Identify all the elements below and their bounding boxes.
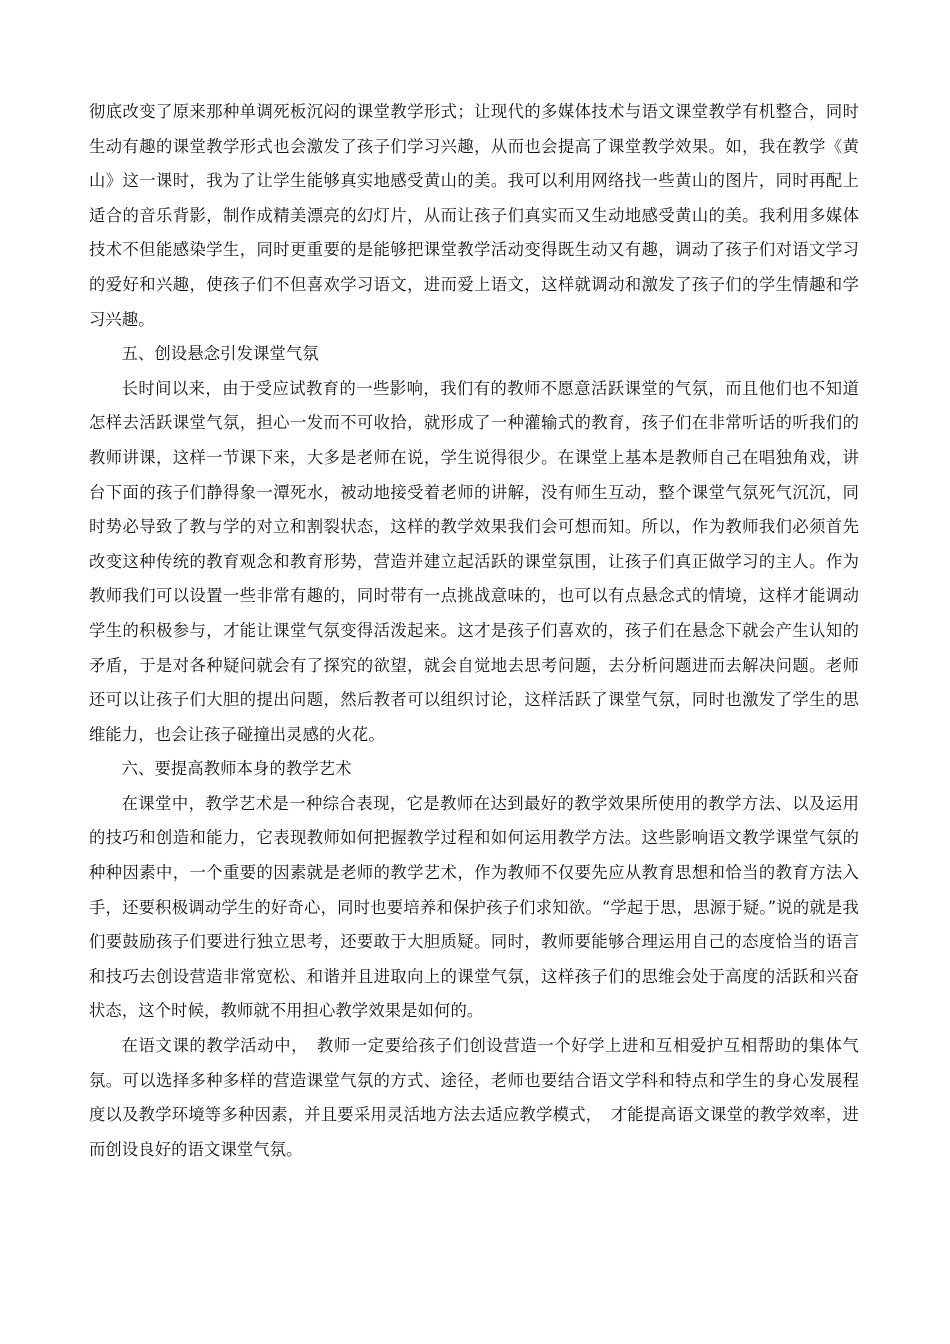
paragraph-conclusion: 在语文课的教学活动中， 教师一定要给孩子们创设营造一个好学上进和互相爱护互相帮助的集体气氛。可以选择多种多样的营造课堂气氛的方式、途径，老师也要结合语文学科和特点和学生的身心发展程度以及教学环境等多种因素，并且要采用灵活地方法去适应教学模式， 才能提高语文课堂的教学效率，进而创设良好的语文课堂气氛。	[89, 1036, 859, 1159]
paragraph-teaching-art: 在课堂中，教学艺术是一种综合表现，它是教师在达到最好的教学效果所使用的教学方法、以及运用的技巧和创造和能力，它表现教师如何把握教学过程和如何运用教学方法。这些影响语文教学课堂气氛的种种因素中，一个重要的因素就是老师的教学艺术，作为教师不仅要先应从教育思想和恰当的教育方法入手，还要积极调动学生的好奇心，同时也要培养和保护孩子们求知欲。“学起于思，思源于疑。”说的就是我们要鼓励孩子们要进行独立思考，还要敢于大胆质疑。同时，教师要能够合理运用自己的态度恰当的语言和技巧去创设营造非常宽松、和谐并且进取向上的课堂气氛，这样孩子们的思维会处于高度的活跃和兴奋状态，这个时候，教师就不用担心教学效果是如何的。	[89, 793, 859, 1021]
section-heading-6: 六、要提高教师本身的教学艺术	[121, 759, 352, 779]
paragraph-multimedia-continuation: 彻底改变了原来那种单调死板沉闷的课堂教学形式；让现代的多媒体技术与语文课堂教学有机整合，同时生动有趣的课堂教学形式也会激发了孩子们学习兴趣，从而也会提高了课堂教学效果。如，我在教学《黄山》这一课时，我为了让学生能够真实地感受黄山的美。我可以利用网络找一些黄山的图片，同时再配上适合的音乐背影，制作成精美漂亮的幻灯片，从而让孩子们真实而又生动地感受黄山的美。我利用多媒体技术不但能感染学生，同时更重要的是能够把课堂教学活动变得既生动又有趣，调动了孩子们对语文学习的爱好和兴趣，使孩子们不但喜欢学习语文，进而爱上语文，这样就调动和激发了孩子们的学生情趣和学习兴趣。	[89, 102, 859, 329]
paragraph-suspense: 长时间以来，由于受应试教育的一些影响，我们有的教师不愿意活跃课堂的气氛，而且他们也不知道怎样去活跃课堂气氛，担心一发而不可收拾，就形成了一种灌输式的教育，孩子们在非常听话的听我们的教师讲课，这样一节课下来，大多是老师在说，学生说得很少。在课堂上基本是教师自己在唱独角戏，讲台下面的孩子们静得象一潭死水，被动地接受着老师的讲解，没有师生互动，整个课堂气氛死气沉沉，同时势必导致了教与学的对立和割裂状态，这样的教学效果我们会可想而知。所以，作为教师我们必须首先改变这种传统的教育观念和教育形势，营造并建立起活跃的课堂氛围，让孩子们真正做学习的主人。作为教师我们可以设置一些非常有趣的，同时带有一点挑战意味的，也可以有点悬念式的情境，这样才能调动学生的积极参与，才能让课堂气氛变得活泼起来。这才是孩子们喜欢的，孩子们在悬念下就会产生认知的矛盾，于是对各种疑问就会有了探究的欲望，就会自觉地去思考问题，去分析问题进而去解决问题。老师还可以让孩子们大胆的提出问题，然后教者可以组织讨论，这样活跃了课堂气氛，同时也激发了学生的思维能力，也会让孩子碰撞出灵感的火花。	[89, 378, 859, 744]
document-body	[89, 95, 859, 1167]
section-heading-5: 五、创设悬念引发课堂气氛	[121, 344, 319, 364]
